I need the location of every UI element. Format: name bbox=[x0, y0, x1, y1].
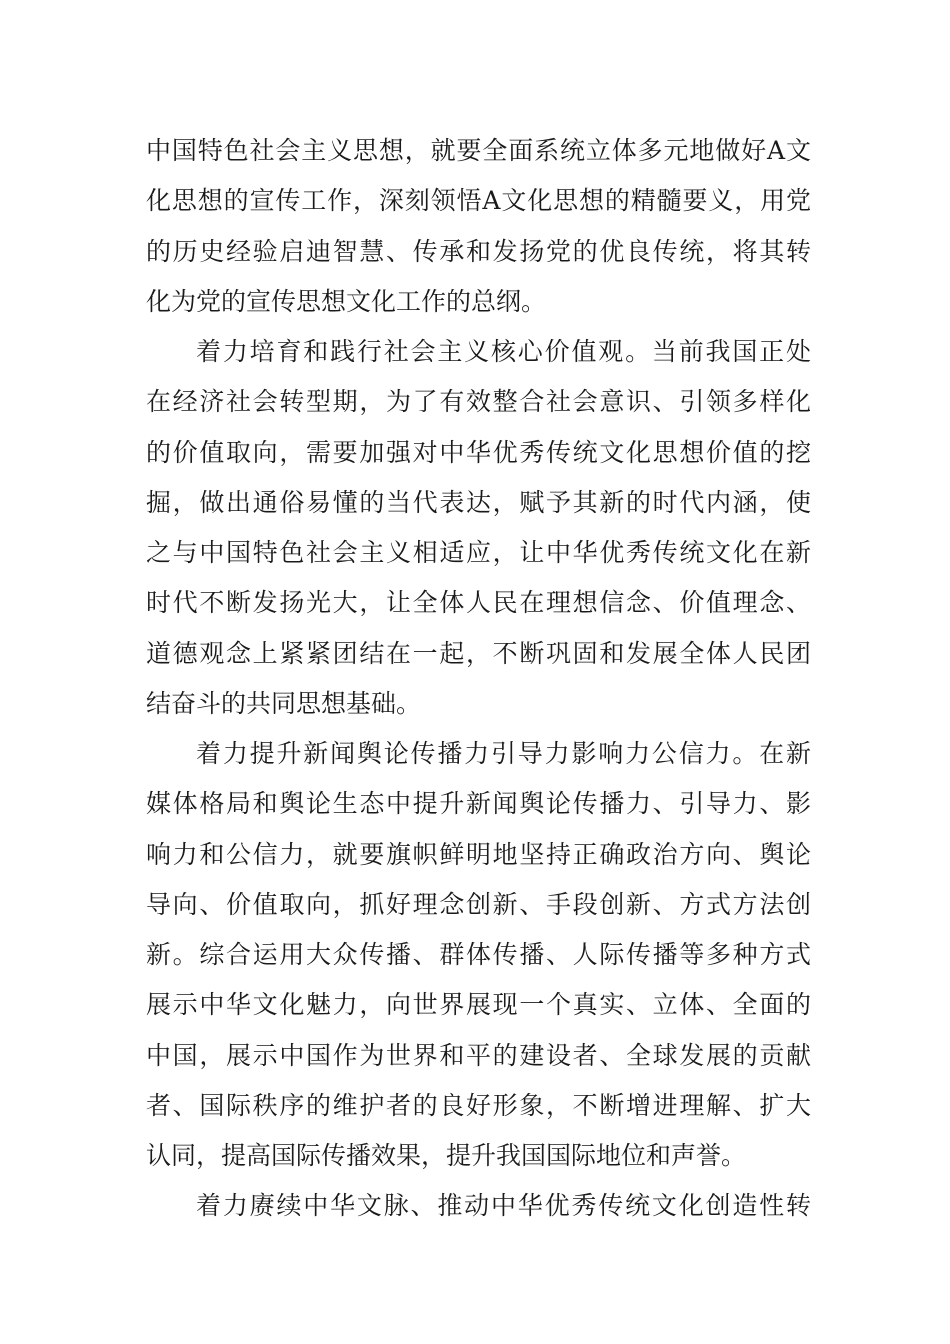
paragraph-3 bbox=[146, 729, 811, 1181]
text-line: 新。综合运用大众传播、群体传播、人际传播等多种方式 bbox=[146, 940, 811, 969]
text-line: 的价值取向，需要加强对中华优秀传统文化思想价值的挖 bbox=[146, 437, 811, 467]
text-line: 的历史经验启迪智慧、传承和发扬党的优良传统，将其转 bbox=[146, 236, 811, 266]
text-line: 着力提升新闻舆论传播力引导力影响力公信力。在新 bbox=[196, 739, 811, 768]
text-line: 时代不断发扬光大，让全体人民在理想信念、价值理念、 bbox=[146, 588, 811, 618]
text-line: 媒体格局和舆论生态中提升新闻舆论传播力、引导力、影 bbox=[146, 789, 811, 819]
text-line: 掘，做出通俗易懂的当代表达，赋予其新的时代内涵，使 bbox=[146, 487, 811, 517]
body-text bbox=[146, 126, 811, 1232]
text-line: 展示中华文化魅力，向世界展现一个真实、立体、全面的 bbox=[146, 990, 811, 1020]
text-line: 结奋斗的共同思想基础。 bbox=[146, 688, 422, 718]
text-line: 化思想的宣传工作，深刻领悟A文化思想的精髓要义，用党 bbox=[146, 186, 811, 216]
text-line: 在经济社会转型期，为了有效整合社会意识、引领多样化 bbox=[146, 387, 811, 417]
text-line: 着力培育和践行社会主义核心价值观。当前我国正处 bbox=[196, 337, 811, 366]
text-line: 化为党的宣传思想文化工作的总纲。 bbox=[146, 286, 547, 316]
paragraph-2 bbox=[146, 327, 811, 729]
text-line: 着力赓续中华文脉、推动中华优秀传统文化创造性转 bbox=[196, 1191, 811, 1221]
text-line: 之与中国特色社会主义相适应，让中华优秀传统文化在新 bbox=[146, 538, 811, 567]
text-line: 导向、价值取向，抓好理念创新、手段创新、方式方法创 bbox=[146, 889, 811, 919]
paragraph-4 bbox=[146, 1181, 811, 1231]
text-line: 者、国际秩序的维护者的良好形象，不断增进理解、扩大 bbox=[146, 1090, 811, 1120]
text-line: 道德观念上紧紧团结在一起，不断巩固和发展全体人民团 bbox=[146, 638, 811, 668]
text-line: 中国特色社会主义思想，就要全面系统立体多元地做好A文 bbox=[146, 136, 811, 165]
text-line: 中国，展示中国作为世界和平的建设者、全球发展的贡献 bbox=[146, 1040, 811, 1070]
text-line: 认同，提高国际传播效果，提升我国国际地位和声誉。 bbox=[146, 1141, 747, 1170]
text-line: 响力和公信力，就要旗帜鲜明地坚持正确政治方向、舆论 bbox=[146, 839, 811, 869]
paragraph-1 bbox=[146, 126, 811, 327]
